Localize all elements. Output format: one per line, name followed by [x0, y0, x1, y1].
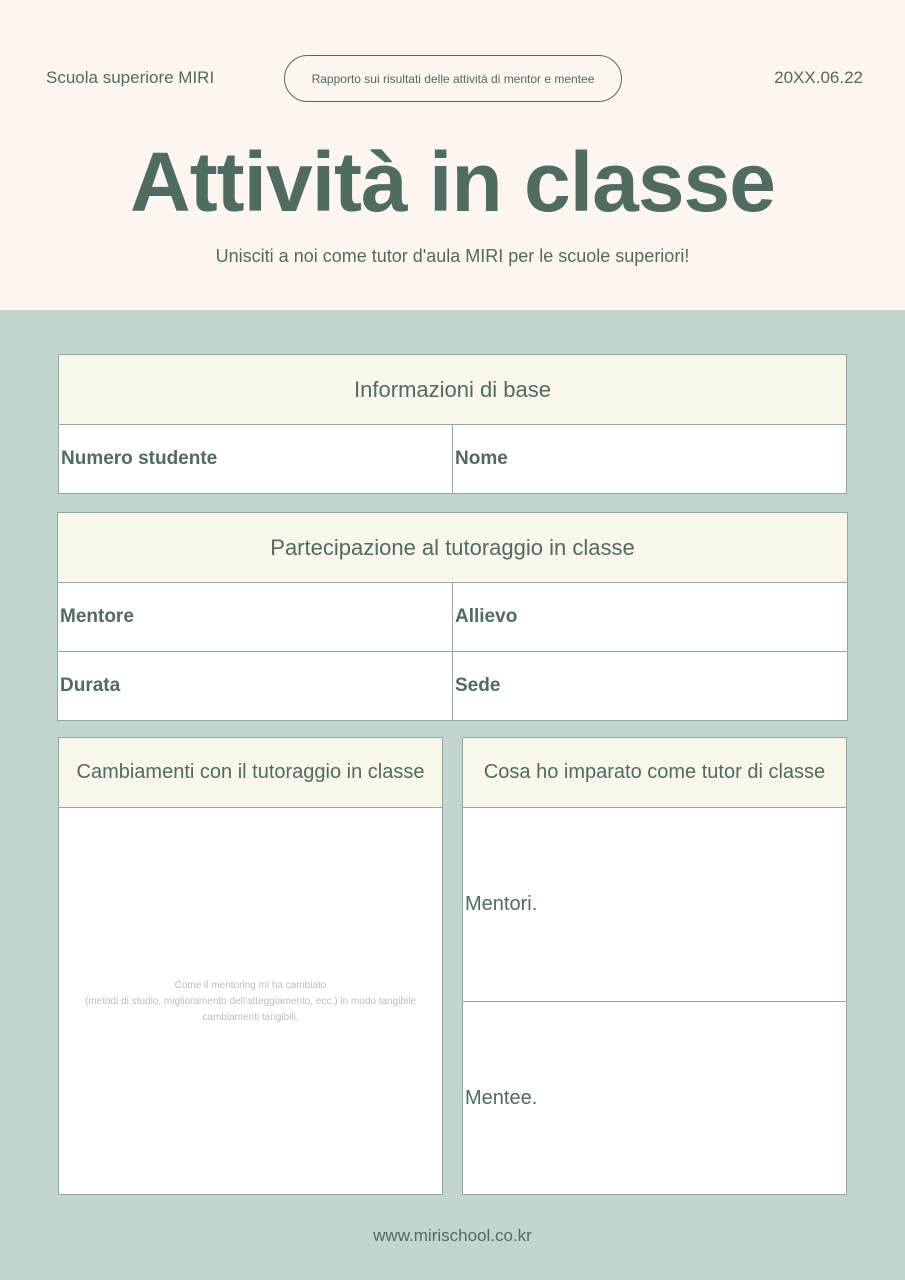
basic-info-section: [58, 354, 847, 494]
report-label-badge: Rapporto sui risultati delle attività di mentor e mentee: [284, 55, 622, 102]
mentor-field[interactable]: Mentore: [60, 606, 134, 627]
school-name: Scuola superiore MIRI: [46, 68, 215, 87]
basic-info-heading: Informazioni di base: [59, 355, 846, 425]
changes-hint-line: Come il mentoring mi ha cambiato: [174, 980, 327, 991]
changes-hint-line: cambiamenti tangibili.: [202, 1012, 299, 1023]
participation-heading: Partecipazione al tutoraggio in classe: [58, 513, 847, 583]
mentee-reflection-field[interactable]: [463, 1002, 846, 1194]
location-field[interactable]: Sede: [452, 652, 847, 720]
participation-section: [57, 512, 848, 721]
header-banner: [0, 0, 905, 310]
mentee-field[interactable]: Allievo: [452, 583, 847, 651]
mentee-label: Mentee.: [465, 1086, 538, 1109]
learned-section: [462, 737, 847, 1195]
mentors-label: Mentori.: [465, 893, 538, 915]
footer-website[interactable]: www.mirischool.co.kr: [373, 1226, 532, 1245]
learned-heading: Cosa ho imparato come tutor di classe: [463, 738, 846, 808]
mentors-reflection-field[interactable]: [463, 808, 846, 1002]
changes-text-area[interactable]: [59, 808, 442, 1194]
page-subtitle: Unisciti a noi come tutor d'aula MIRI per le scuole superiori!: [215, 246, 690, 266]
duration-field[interactable]: Durata: [60, 675, 121, 696]
changes-hint-line: (metodi di studio, miglioramento dell'atteggiamento, ecc.) in modo tangibile: [85, 996, 416, 1007]
student-number-field[interactable]: Numero studente: [61, 448, 218, 469]
page-title: Attività in classe: [130, 135, 775, 229]
name-field[interactable]: Nome: [452, 425, 846, 493]
changes-heading: Cambiamenti con il tutoraggio in classe: [59, 738, 442, 808]
report-date: 20XX.06.22: [774, 68, 863, 87]
changes-section: [58, 737, 443, 1195]
